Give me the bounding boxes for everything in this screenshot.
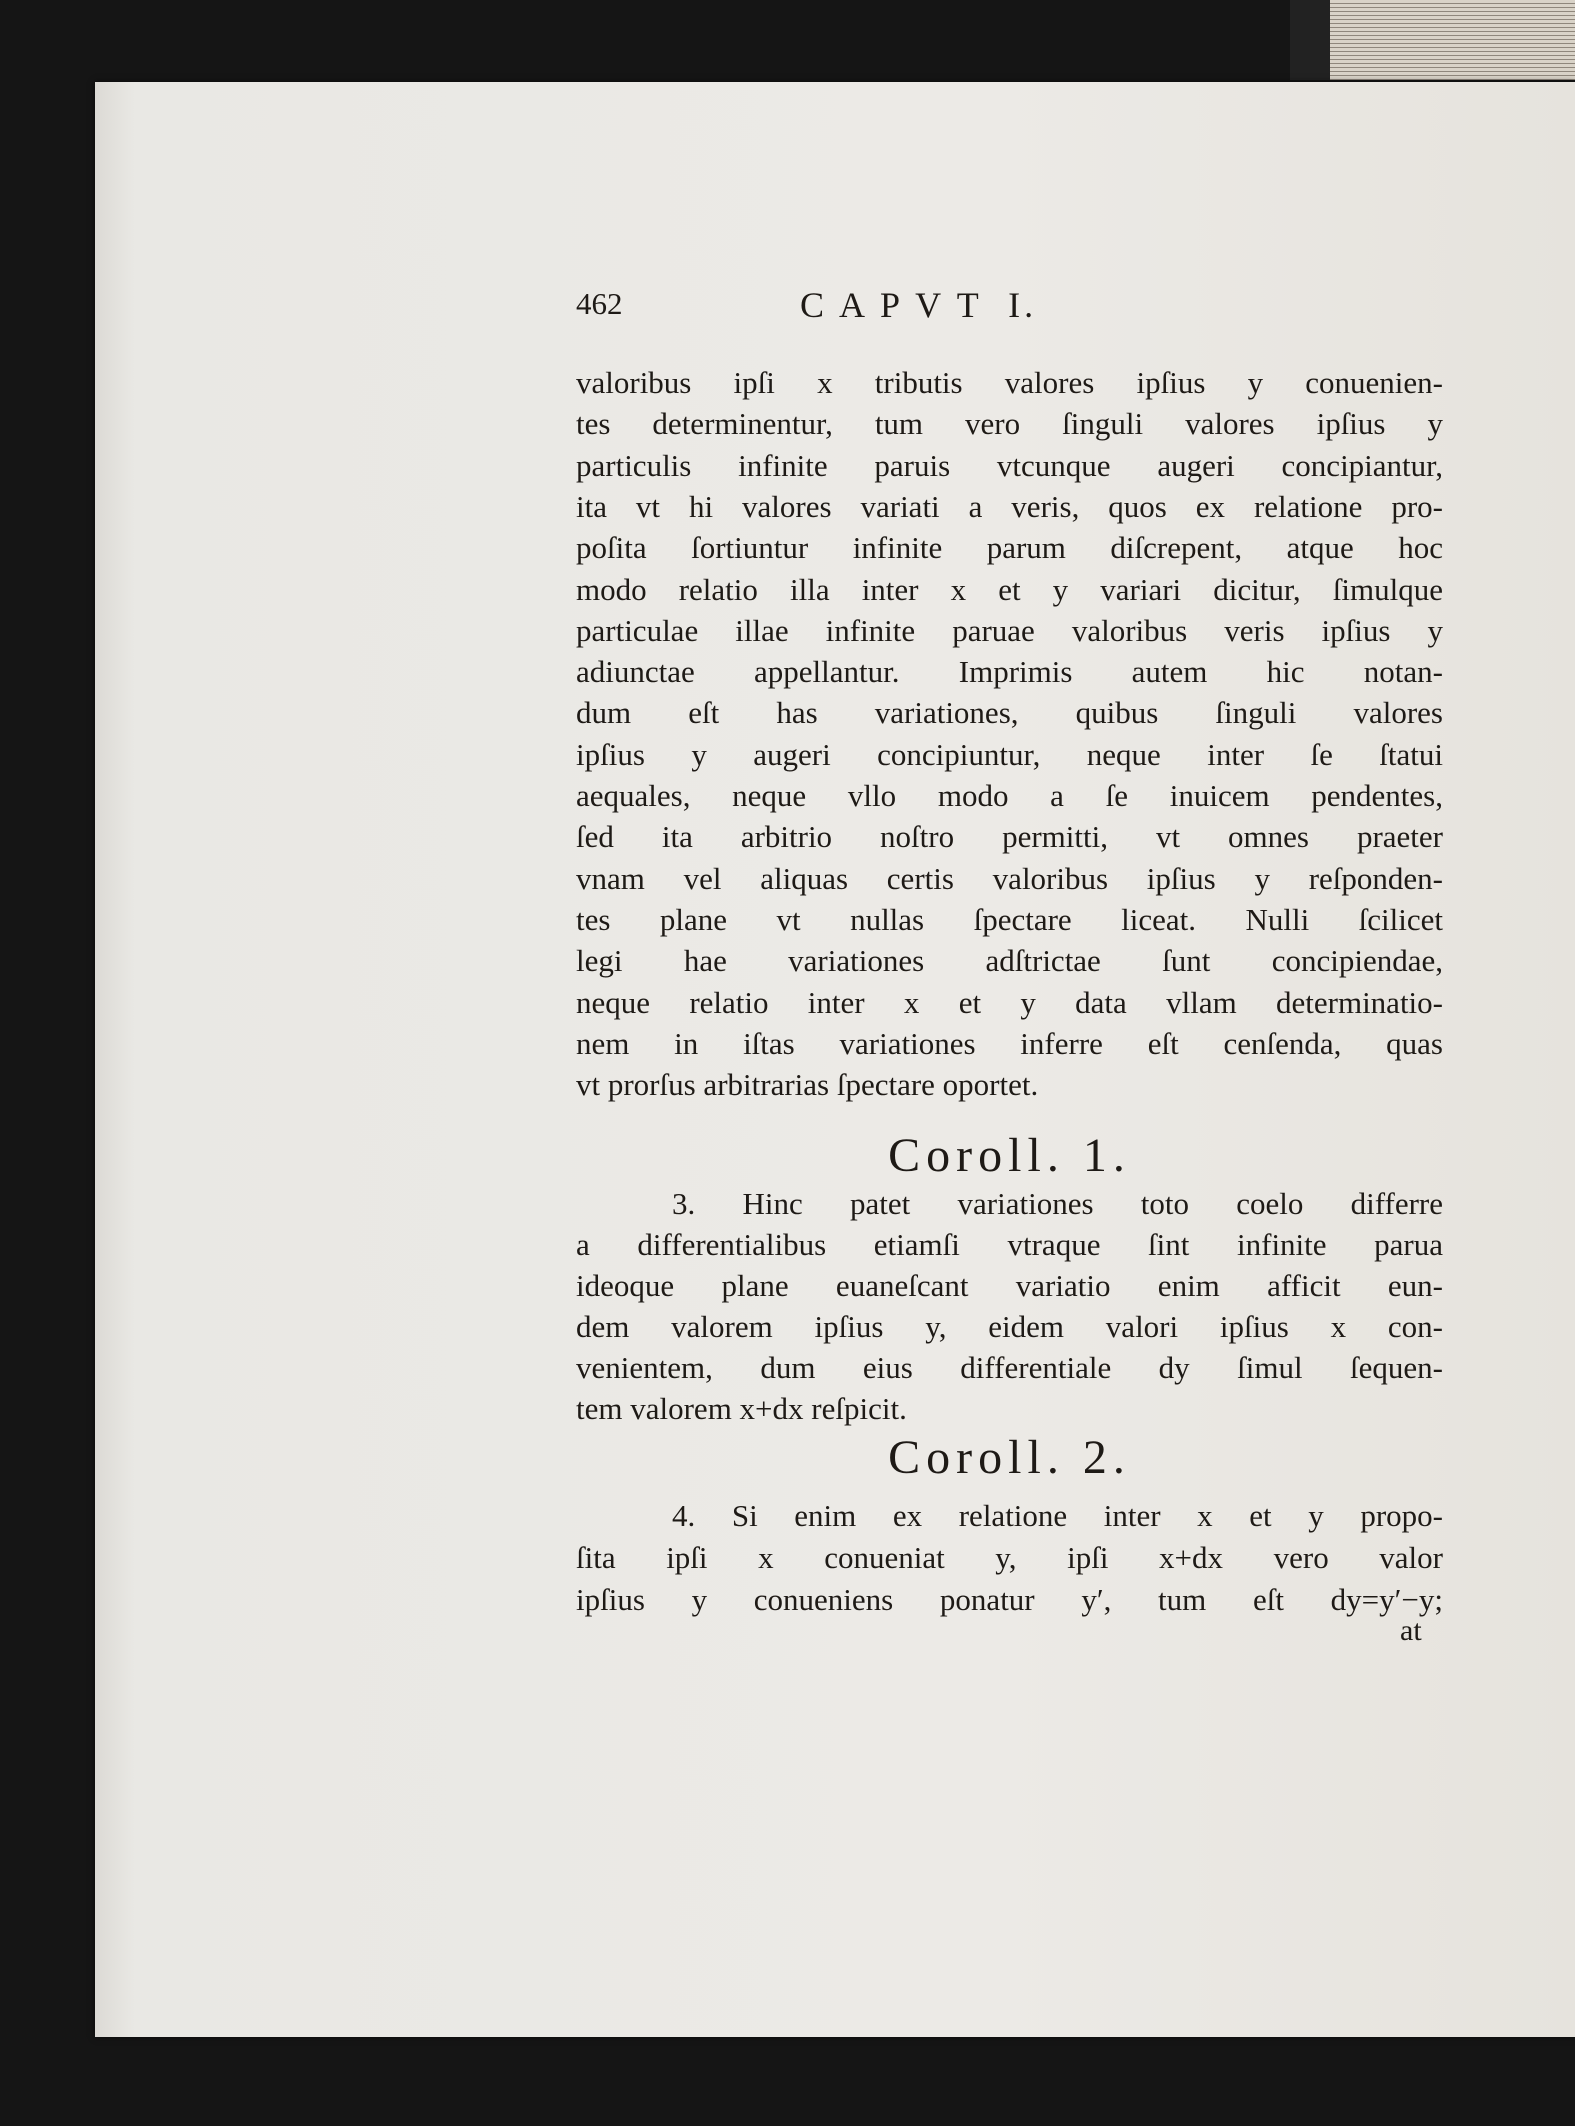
text-line: 4. Si enim ex relatione inter x et y propo-: [672, 1498, 1443, 1533]
text-line: dem valorem ipſius y, eidem valori ipſius x con-: [576, 1309, 1443, 1344]
text-line: legi hae variationes adſtrictae ſunt concipiendae,: [576, 943, 1443, 979]
text-line: a differentialibus etiamſi vtraque ſint infinite parua: [576, 1227, 1443, 1262]
text-line: tem valorem x+dx reſpicit.: [576, 1391, 907, 1426]
text-line: adiunctae appellantur. Imprimis autem hic notan-: [576, 654, 1443, 690]
text-line: particulis infinite paruis vtcunque augeri concipiantur,: [576, 447, 1443, 483]
text-line: 3. Hinc patet variationes toto coelo differre: [672, 1186, 1443, 1221]
text-line: valoribus ipſi x tributis valores ipſius y conuenien-: [576, 365, 1443, 400]
text-line: ipſius y conueniens ponatur y′, tum eſt dy=y′−y;: [576, 1582, 1443, 1617]
text-line: ipſius y augeri concipiuntur, neque inter ſe ſtatui: [576, 736, 1443, 772]
catchword: at: [1400, 1614, 1422, 1647]
book-spine-shadow: [1290, 0, 1330, 80]
page-number: 462: [576, 286, 623, 321]
text-line: dum eſt has variationes, quibus ſinguli valores: [576, 695, 1443, 731]
text-line: ita vt hi valores variati a veris, quos ex relatione pro-: [576, 488, 1443, 524]
book-page-edges: [1290, 0, 1575, 80]
text-line: nem in iſtas variationes inferre eſt cenſenda, quas: [576, 1025, 1443, 1061]
text-line: modo relatio illa inter x et y variari dicitur, ſimulque: [576, 571, 1443, 607]
text-line: tes plane vt nullas ſpectare liceat. Nulli ſcilicet: [576, 901, 1443, 937]
text-line: ſed ita arbitrio noſtro permitti, vt omnes praeter: [576, 819, 1443, 855]
text-line: venientem, dum eius differentiale dy ſimul ſequen-: [576, 1350, 1443, 1385]
text-line: vnam vel aliquas certis valoribus ipſius y reſponden-: [576, 860, 1443, 896]
text-line: poſita ſortiuntur infinite parum diſcrepent, atque hoc: [576, 530, 1443, 566]
corollary-2-heading: Coroll. 2.: [888, 1431, 1131, 1484]
text-line: ideoque plane euaneſcant variatio enim afficit eun-: [576, 1268, 1443, 1303]
text-line: vt prorſus arbitrarias ſpectare oportet.: [576, 1067, 1039, 1103]
corollary-1-heading: Coroll. 1.: [888, 1129, 1131, 1182]
text-line: aequales, neque vllo modo a ſe inuicem pendentes,: [576, 778, 1443, 813]
running-title: C A P V T I.: [800, 285, 1038, 325]
text-line: ſita ipſi x conueniat y, ipſi x+dx vero valor: [576, 1540, 1443, 1575]
text-line: neque relatio inter x et y data vllam determinatio-: [576, 984, 1443, 1020]
text-line: tes determinentur, tum vero ſinguli valores ipſius y: [576, 406, 1443, 442]
text-line: particulae illae infinite paruae valoribus veris ipſius y: [576, 612, 1443, 648]
